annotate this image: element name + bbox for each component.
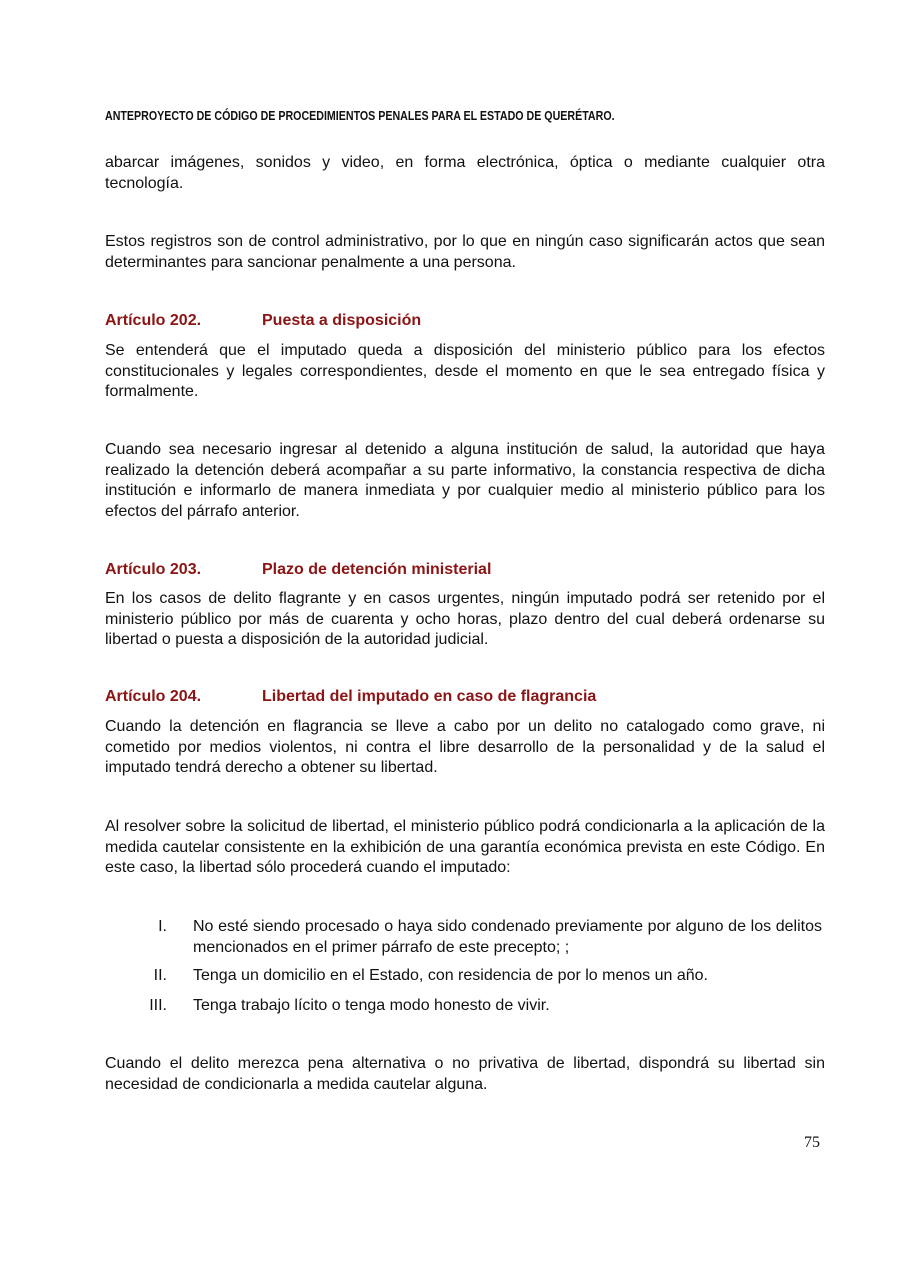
list-item xyxy=(105,966,822,987)
list-numeral: II. xyxy=(153,967,167,984)
paragraph: Cuando el delito merezca pena alternativa o no privativa de libertad, dispondrá su libertad sin necesidad de condicionarla a medida cautelar alguna. xyxy=(105,1055,825,1093)
list-numeral: I. xyxy=(158,918,167,935)
list-item xyxy=(105,996,822,1017)
article-number: Artículo 204. xyxy=(105,688,202,705)
paragraph: Se entenderá que el imputado queda a disposición del ministerio público para los efectos constitucionales y legales correspondientes, desde el momento en que le sea entregado física y formalmente. xyxy=(105,342,825,401)
article-title: Puesta a disposición xyxy=(262,312,422,329)
list-item xyxy=(105,917,822,958)
list-numeral: III. xyxy=(149,997,167,1014)
paragraph: Cuando la detención en flagrancia se lleve a cabo por un delito no catalogado como grave, ni cometido por medios violentos, ni contra el libre desarrollo de la personalidad y de la salud el imputado tendrá derecho a obtener su libertad. xyxy=(105,718,825,777)
paragraph: Estos registros son de control administrativo, por lo que en ningún caso significarán actos que sean determinantes para sancionar penalmente a una persona. xyxy=(105,233,825,271)
list-text: No esté siendo procesado o haya sido condenado previamente por alguno de los delitos mencionados en el primer párrafo de este precepto; ; xyxy=(193,918,822,956)
article-heading-203 xyxy=(105,561,491,579)
paragraph: En los casos de delito flagrante y en casos urgentes, ningún imputado podrá ser retenido por el ministerio público por más de cuarenta y ocho horas, plazo dentro del cual deberá ordenarse su libertad o puesta a disposición de la autoridad judicial. xyxy=(105,590,825,649)
article-number: Artículo 202. xyxy=(105,312,202,329)
running-header: ANTEPROYECTO DE CÓDIGO DE PROCEDIMIENTOS PENALES PARA EL ESTADO DE QUERÉTARO. xyxy=(105,108,615,123)
article-heading-202 xyxy=(105,312,421,330)
list-text: Tenga trabajo lícito o tenga modo honesto de vivir. xyxy=(193,997,550,1014)
article-number: Artículo 203. xyxy=(105,561,202,578)
paragraph: abarcar imágenes, sonidos y video, en forma electrónica, óptica o mediante cualquier otra tecnología. xyxy=(105,154,825,192)
list-text: Tenga un domicilio en el Estado, con residencia de por lo menos un año. xyxy=(193,967,708,984)
article-title: Plazo de detención ministerial xyxy=(262,561,492,578)
paragraph: Al resolver sobre la solicitud de libertad, el ministerio público podrá condicionarla a la aplicación de la medida cautelar consistente en la exhibición de una garantía económica prevista en este Código. En este caso, la libertad sólo procederá cuando el imputado: xyxy=(105,818,825,877)
paragraph: Cuando sea necesario ingresar al detenido a alguna institución de salud, la autoridad que haya realizado la detención deberá acompañar a su parte informativo, la constancia respectiva de dicha institución e informarlo de manera inmediata y por cualquier medio al ministerio público para los efectos del párrafo anterior. xyxy=(105,441,825,520)
page-number: 75 xyxy=(804,1134,820,1151)
article-heading-204 xyxy=(105,688,596,706)
article-title: Libertad del imputado en caso de flagrancia xyxy=(262,688,597,705)
